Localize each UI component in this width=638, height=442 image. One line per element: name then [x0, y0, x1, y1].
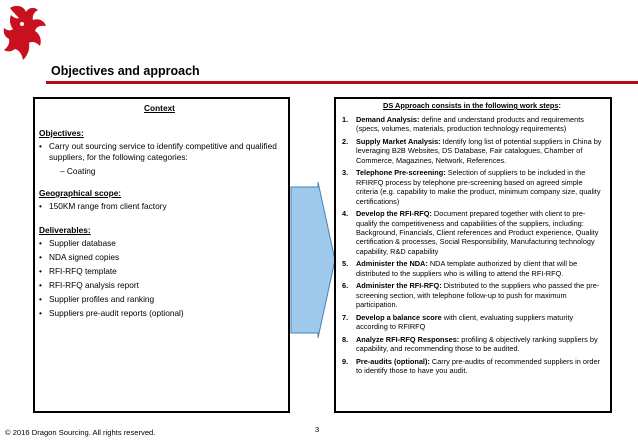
approach-box	[334, 97, 612, 413]
approach-step: 2. Supply Market Analysis: Identify long list of potential suppliers in China by leveraging B2B Websites, DS Database, Fair catalogues, Chamber of Commerce, Magazines, Network, References.	[342, 137, 602, 165]
deliverable-item: • RFI-RFQ template	[39, 266, 280, 277]
approach-step: 6. Administer the RFI-RFQ: Distributed to the suppliers who passed the pre-screening section, with telephone follow-up to push for maximum participation.	[342, 281, 600, 310]
approach-heading-colon: :	[558, 101, 561, 110]
approach-step: 4. Develop the RFI-RFQ: Document prepared together with client to pre-qualify the competitiveness and capabilities of the suppliers, including: Background, Financials, Client references and Product experience, Quality certification & processes, Social Responsibility, Manufacturing technology capability, R&D capability	[342, 209, 599, 256]
geo-scope-heading: Geographical scope:	[39, 188, 122, 198]
approach-step: 9. Pre-audits (optional): Carry pre-audits of recommended suppliers in order to identify those to have you audit.	[342, 356, 601, 376]
deliverable-item: • Suppliers pre-audit reports (optional)	[39, 308, 280, 319]
context-box	[33, 97, 290, 413]
approach-step: 8. Analyze RFI-RFQ Responses: profiling & objectively ranking suppliers by capability, and recommending those to be audited.	[342, 334, 598, 354]
right-arrow-icon	[290, 181, 336, 339]
context-heading: Context	[144, 103, 175, 113]
deliverable-item: • Supplier database	[39, 238, 280, 249]
approach-step: 3. Telephone Pre-screening: Selection of suppliers to be included in the RFIRFQ process by telephone pre-screening based on agreed simple criteria (e.g. capability to make the product, minimum company size, quality certifications)	[342, 168, 601, 206]
objectives-heading: Objectives:	[39, 128, 84, 138]
page-title: Objectives and approach	[51, 64, 200, 78]
approach-heading	[340, 101, 604, 110]
geo-scope-bullet: • 150KM range from client factory	[39, 201, 280, 212]
deliverable-item: • NDA signed copies	[39, 252, 280, 263]
title-divider	[46, 81, 638, 84]
approach-step: 1. Demand Analysis: define and understand products and requirements (specs, volumes, materials, production technology requirements)	[342, 115, 584, 134]
deliverable-item: • RFI-RFQ analysis report	[39, 280, 280, 291]
approach-heading-text: DS Approach consists in the following work steps	[383, 101, 559, 110]
deliverable-item: • Supplier profiles and ranking	[39, 294, 280, 305]
copyright-footer: © 2016 Dragon Sourcing. All rights reserved.	[5, 428, 156, 437]
deliverables-heading: Deliverables:	[39, 225, 91, 235]
page-number: 3	[315, 425, 320, 434]
approach-step: 7. Develop a balance score with client, evaluating suppliers maturity according to RFIRFQ	[342, 312, 574, 332]
approach-step: 5. Administer the NDA: NDA template authorized by client that will be distributed to the suppliers who is willing to attend the RFI-RFQ.	[342, 259, 578, 278]
approach-steps-list	[340, 115, 604, 376]
dragon-logo-icon	[2, 2, 52, 64]
objectives-subitem: – Coating	[60, 166, 96, 176]
objectives-bullet: • Carry out sourcing service to identify competitive and qualified suppliers, for the following categories:	[39, 141, 280, 163]
